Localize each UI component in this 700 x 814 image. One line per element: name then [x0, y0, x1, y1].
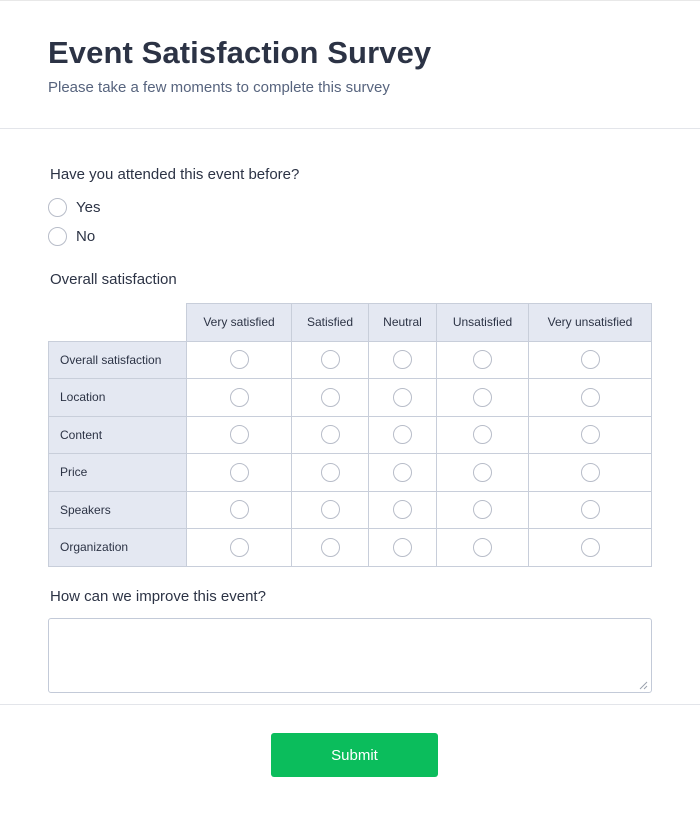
- matrix-column-header: Satisfied: [292, 304, 369, 342]
- matrix-cell[interactable]: [529, 379, 652, 417]
- radio-circle-icon[interactable]: [581, 500, 600, 519]
- radio-circle-icon[interactable]: [473, 388, 492, 407]
- radio-circle-icon[interactable]: [393, 538, 412, 557]
- matrix-row-label: Location: [49, 379, 187, 417]
- satisfaction-matrix: [48, 303, 652, 567]
- matrix-column-header: Unsatisfied: [437, 304, 529, 342]
- radio-circle-icon[interactable]: [473, 500, 492, 519]
- matrix-row: [49, 341, 652, 379]
- matrix-cell[interactable]: [187, 341, 292, 379]
- radio-circle-icon[interactable]: [581, 350, 600, 369]
- radio-circle-icon[interactable]: [321, 500, 340, 519]
- matrix-cell[interactable]: [187, 416, 292, 454]
- radio-circle-icon[interactable]: [321, 350, 340, 369]
- radio-circle-icon[interactable]: [321, 538, 340, 557]
- radio-circle-icon[interactable]: [393, 388, 412, 407]
- radio-circle-icon[interactable]: [473, 463, 492, 482]
- matrix-cell[interactable]: [187, 491, 292, 529]
- matrix-cell[interactable]: [292, 529, 369, 567]
- radio-circle-icon[interactable]: [230, 425, 249, 444]
- matrix-row-label: Content: [49, 416, 187, 454]
- matrix-row: [49, 529, 652, 567]
- radio-circle-icon[interactable]: [321, 388, 340, 407]
- matrix-cell[interactable]: [292, 454, 369, 492]
- radio-circle-icon[interactable]: [48, 198, 67, 217]
- matrix-cell[interactable]: [187, 529, 292, 567]
- submit-button[interactable]: Submit: [271, 733, 438, 777]
- matrix-row: [49, 379, 652, 417]
- matrix-cell[interactable]: [292, 416, 369, 454]
- matrix-cell[interactable]: [437, 454, 529, 492]
- matrix-column-header: Very satisfied: [187, 304, 292, 342]
- matrix-question-label: Overall satisfaction: [50, 271, 177, 288]
- matrix-cell[interactable]: [369, 341, 437, 379]
- radio-circle-icon[interactable]: [393, 500, 412, 519]
- resize-grip-icon[interactable]: [638, 680, 648, 690]
- page-title: Event Satisfaction Survey: [48, 35, 432, 70]
- radio-circle-icon[interactable]: [230, 388, 249, 407]
- radio-circle-icon[interactable]: [393, 350, 412, 369]
- matrix-cell[interactable]: [437, 529, 529, 567]
- matrix-column-header: Very unsatisfied: [529, 304, 652, 342]
- radio-circle-icon[interactable]: [230, 350, 249, 369]
- matrix-cell[interactable]: [292, 379, 369, 417]
- radio-circle-icon[interactable]: [473, 538, 492, 557]
- radio-circle-icon[interactable]: [230, 538, 249, 557]
- matrix-cell[interactable]: [369, 416, 437, 454]
- matrix-row-label: Organization: [49, 529, 187, 567]
- matrix-cell[interactable]: [529, 491, 652, 529]
- matrix-cell[interactable]: [437, 341, 529, 379]
- matrix-cell[interactable]: [369, 529, 437, 567]
- matrix-row-label: Overall satisfaction: [49, 341, 187, 379]
- matrix-row: [49, 416, 652, 454]
- radio-circle-icon[interactable]: [321, 463, 340, 482]
- radio-circle-icon[interactable]: [581, 538, 600, 557]
- radio-circle-icon[interactable]: [581, 463, 600, 482]
- radio-circle-icon[interactable]: [581, 388, 600, 407]
- radio-circle-icon[interactable]: [393, 425, 412, 444]
- question-attended-label: Have you attended this event before?: [50, 166, 300, 183]
- matrix-cell[interactable]: [292, 341, 369, 379]
- matrix-cell[interactable]: [369, 379, 437, 417]
- radio-option-no[interactable]: [48, 226, 95, 246]
- matrix-column-header: Neutral: [369, 304, 437, 342]
- improve-textarea[interactable]: [48, 618, 652, 693]
- radio-option-label: Yes: [76, 198, 101, 216]
- radio-option-label: No: [76, 227, 96, 245]
- matrix-cell[interactable]: [187, 454, 292, 492]
- matrix-cell[interactable]: [529, 341, 652, 379]
- question-improve-label: How can we improve this event?: [50, 588, 266, 605]
- radio-circle-icon[interactable]: [473, 425, 492, 444]
- matrix-cell[interactable]: [529, 454, 652, 492]
- matrix-cell[interactable]: [187, 379, 292, 417]
- matrix-cell[interactable]: [437, 491, 529, 529]
- radio-circle-icon[interactable]: [581, 425, 600, 444]
- matrix-cell[interactable]: [369, 491, 437, 529]
- radio-circle-icon[interactable]: [48, 227, 67, 246]
- matrix-cell[interactable]: [437, 416, 529, 454]
- form-header: [0, 0, 700, 129]
- matrix-corner: [49, 304, 187, 342]
- matrix-row-label: Price: [49, 454, 187, 492]
- radio-circle-icon[interactable]: [473, 350, 492, 369]
- footer-divider: [0, 704, 700, 705]
- matrix-cell[interactable]: [369, 454, 437, 492]
- matrix-cell[interactable]: [529, 416, 652, 454]
- radio-circle-icon[interactable]: [230, 463, 249, 482]
- radio-option-yes[interactable]: [48, 197, 100, 217]
- matrix-cell[interactable]: [529, 529, 652, 567]
- matrix-row: [49, 454, 652, 492]
- matrix-row: [49, 491, 652, 529]
- matrix-cell[interactable]: [292, 491, 369, 529]
- matrix-row-label: Speakers: [49, 491, 187, 529]
- radio-circle-icon[interactable]: [230, 500, 249, 519]
- radio-circle-icon[interactable]: [393, 463, 412, 482]
- page-subtitle: Please take a few moments to complete this survey: [48, 79, 390, 96]
- radio-circle-icon[interactable]: [321, 425, 340, 444]
- matrix-cell[interactable]: [437, 379, 529, 417]
